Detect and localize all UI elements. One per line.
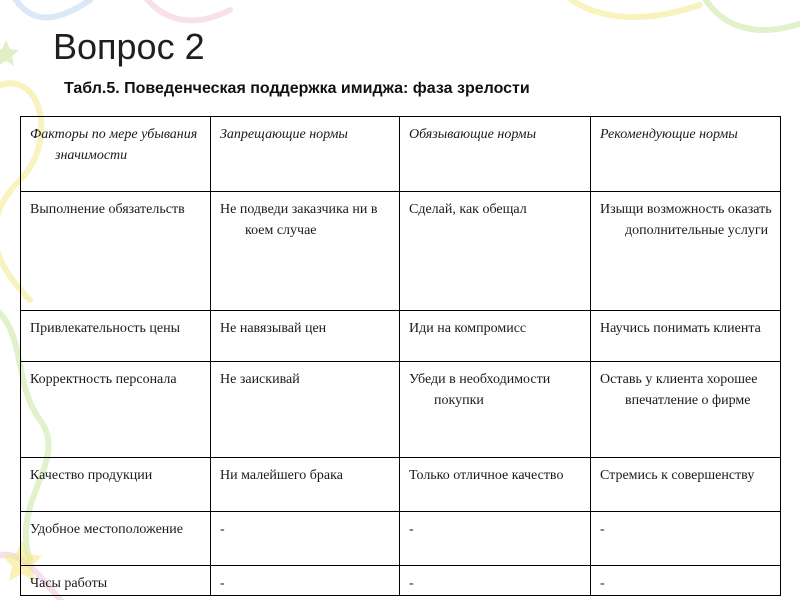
factor-cell: Часы работы [21,566,211,596]
column-header-prohibitive: Запрещающие нормы [211,117,400,192]
prohibitive-cell: Ни малейшего брака [211,458,400,512]
obligatory-cell: Иди на компромисс [400,311,591,362]
prohibitive-cell: - [211,566,400,596]
norms-table [20,116,781,596]
recommended-cell: Оставь у клиента хорошее впечатление о фирме [591,362,781,458]
table-row [21,192,781,311]
factor-cell: Корректность персонала [21,362,211,458]
factor-cell: Выполнение обязательств [21,192,211,311]
obligatory-cell: - [400,566,591,596]
obligatory-cell: Сделай, как обещал [400,192,591,311]
recommended-cell: Стремись к совершенству [591,458,781,512]
factor-cell: Удобное местоположение [21,512,211,566]
table-row [21,458,781,512]
prohibitive-cell: - [211,512,400,566]
obligatory-cell: Убеди в необходимости покупки [400,362,591,458]
column-header-obligatory: Обязывающие нормы [400,117,591,192]
recommended-cell: - [591,566,781,596]
factor-cell: Качество продукции [21,458,211,512]
prohibitive-cell: Не заискивай [211,362,400,458]
prohibitive-cell: Не подведи заказчика ни в коем случае [211,192,400,311]
table-row [21,362,781,458]
table-row [21,566,781,596]
table-caption: Табл.5. Поведенческая поддержка имиджа: фаза зрелости [64,80,530,97]
table-row [21,512,781,566]
factor-cell: Привлекательность цены [21,311,211,362]
recommended-cell: Изыщи возможность оказать дополнительные услуги [591,192,781,311]
obligatory-cell: Только отличное качество [400,458,591,512]
column-header-factors: Факторы по мере убывания значимости [21,117,211,192]
slide-title: Вопрос 2 [53,26,205,67]
prohibitive-cell: Не навязывай цен [211,311,400,362]
obligatory-cell: - [400,512,591,566]
column-header-recommended: Рекомендующие нормы [591,117,781,192]
table-header-row [21,117,781,192]
recommended-cell: - [591,512,781,566]
recommended-cell: Научись понимать клиента [591,311,781,362]
table-row [21,311,781,362]
